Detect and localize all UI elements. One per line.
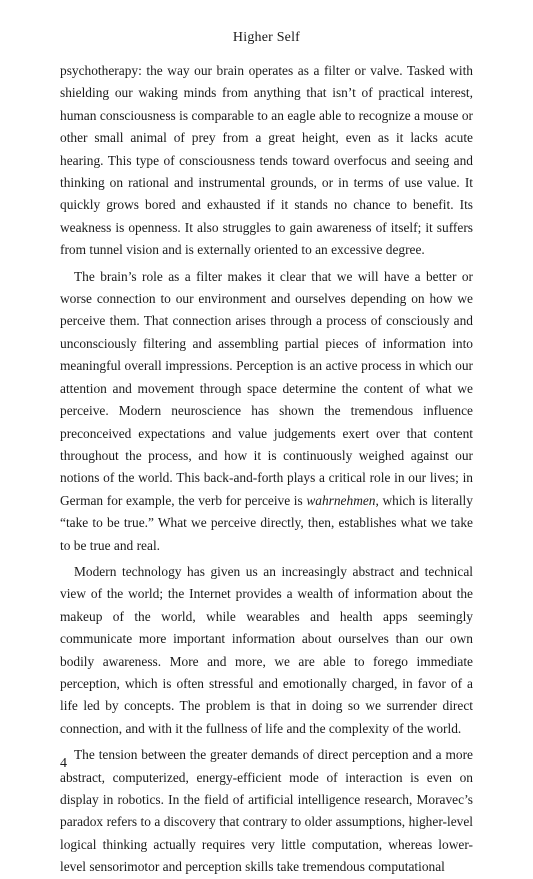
body-text [60,60,473,879]
paragraph-2-text-end: , which is literally “take to be true.” What we perceive directly, then, establishes what we take to be true and real. [60,492,473,553]
running-head: Higher Self [232,30,301,45]
page-number: 4 [60,756,67,771]
paragraph-2-text-start: The brain’s role as a filter makes it clear that we will have a better or worse connection to our environment and ourselves depending on how we perceive them. That connection arises through a process of consciously and unconsciously filtering and assembling partial pieces of information into meaningful overall impressions. Perception is an active process in which our attention and movement through space determine the content of what we perceive. Modern neuroscience has shown the tremendous influence preconceived expectations and value judgements exert over that content throughout the process, and how it is continuously weighed against our notions of the world. This back-and-forth plays a critical role in our lives; in German for example, the verb for perceive is [60,268,473,508]
paragraph-3: Modern technology has given us an increasingly abstract and technical view of the world; the Internet provides a wealth of information about the makeup of the world, while wearables and health apps seemingly communicate more important information about ourselves than our own bodily awareness. More and more, we are able to forego immediate perception, which is often stressful and emotionally charged, in favor of a life led by concepts. The problem is that in doing so we surrender direct connection, and with it the fullness of life and the complexity of the world. [60,563,473,736]
paragraph-2-italic-term: wahrnehmen [306,492,376,508]
paragraph-4: The tension between the greater demands of direct perception and a more abstract, computerized, energy-efficient mode of interaction is even on display in robotics. In the field of artificial intelligence research, Moravec’s paradox refers to a discovery that contrary to older assumptions, higher-level logical thinking actually requires very little computation, whereas lower-level sensorimotor and perception skills take tremendous computational [60,747,473,875]
paragraph-1: psychotherapy: the way our brain operates as a filter or valve. Tasked with shielding our waking minds from anything that isn’t of practical interest, human consciousness is comparable to an eagle able to recognize a mouse or other small animal of prey from a great height, even as it lacks acute hearing. This type of consciousness tends toward overfocus and seeing and thinking on rational and instrumental grounds, or in terms of use value. It quickly grows bored and exhausted if it stands no chance to benefit. Its weakness is openness. It also struggles to gain awareness of itself; it suffers from tunnel vision and is externally oriented to an excessive degree. [60,63,473,258]
paragraph-2 [60,266,473,557]
